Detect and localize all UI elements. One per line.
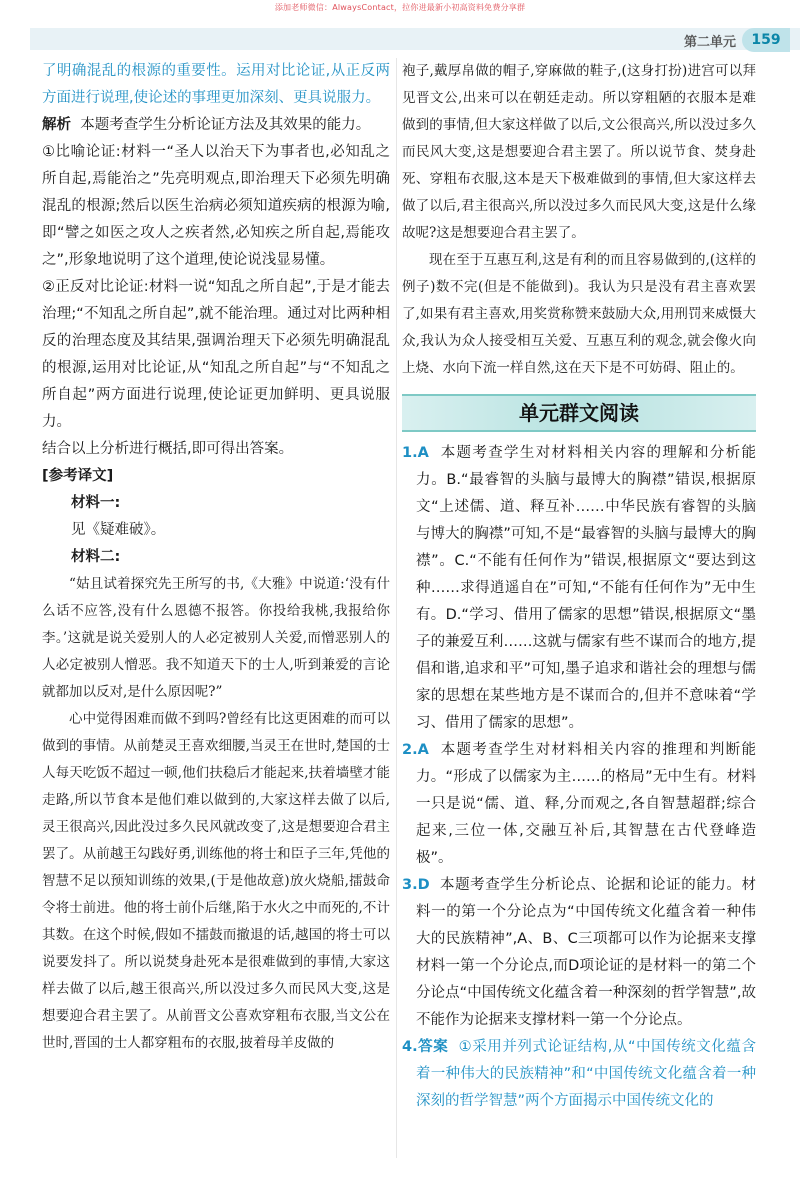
answer-1-text: 本题考查学生对材料相关内容的理解和分析能力。B.“最睿智的头脑与最博大的胸襟”错误,根据原文“上述儒、道、释互补……中华民族有睿智的头脑与博大的胸襟”可知,不是“最睿智的头脑与最博大的胸襟”。C.“不能有任何作为”错误,根据原文“要达到这种……求得逍遥自在”可知,“不能有任何作为”无中生有。D.“学习、借用了儒家的思想”错误,根据原文“墨子的兼爱互利……这就与儒家有些不谋而合的地方,提倡和谐,追求和平”可知,墨子追求和谐社会的理想与儒家的思想在某些地方是不谋而合的,但并不意味着“学习、借用了儒家的思想”。	[416, 445, 757, 731]
answer-2-number: 2.A	[402, 742, 429, 758]
material-2-title: 材料二:	[71, 549, 121, 565]
answer-1-number: 1.A	[402, 445, 429, 461]
unit-label: 第二单元	[683, 35, 736, 50]
material-1-text: 见《疑难破》。	[71, 522, 166, 538]
analysis-point-2: ②正反对比论证:材料一说“知乱之所自起”,于是才能去治理;“不知乱之所自起”,就不能治理。通过对比两种相反的治理态度及其结果,强调治理天下必须先明确混乱的根源,运用对比论证,从“知乱之所自起”与“不知乱之所自起”两方面进行说理,使论证更加鲜明、更具说服力。	[42, 279, 390, 430]
answer-4-text: ①采用并列式论证结构,从“中国传统文化蕴含着一种伟大的民族精神”和“中国传统文化蕴含着一种深刻的哲学智慧”两个方面揭示中国传统文化的	[416, 1039, 756, 1109]
answer-2	[402, 737, 756, 872]
translation-paragraph-4: 现在至于互惠互利,这是有利的而且容易做到的,(这样的例子)数不完(但是不能做到)。我认为只是没有君主喜欢罢了,如果有君主喜欢,用奖赏称赞来鼓励大众,用刑罚来威慑大众,我认为众人接受相互关爱、互惠互利的观念,就会像火向上烧、水向下流一样自然,这在天下是不可妨碍、阻止的。	[402, 252, 756, 376]
answer-4	[402, 1034, 756, 1115]
right-column	[402, 58, 756, 1115]
translation-paragraph-3: 袍子,戴厚帛做的帽子,穿麻做的鞋子,(这身打扮)进宫可以拜见晋文公,出来可以在朝廷走动。所以穿粗陋的衣服本是难做到的事情,但大家这样做了以后,文公很高兴,所以没过多久而民风大变,这是想要迎合君主罢了。所以说节食、焚身赴死、穿粗布衣服,这本是天下极难做到的事情,但大家这样去做了以后,君主很高兴,所以没过多久而民风大变,这是什么缘故呢?这是想要迎合君主罢了。	[402, 63, 756, 241]
analysis-text: 本题考查学生分析论证方法及其效果的能力。	[80, 117, 371, 133]
material-1-title: 材料一:	[71, 495, 121, 511]
answer-3-number: 3.D	[402, 877, 430, 893]
answer-1	[402, 440, 756, 737]
answer-2-text: 本题考查学生对材料相关内容的推理和判断能力。“形成了以儒家为主……的格局”无中生有。材料一只是说“儒、道、释,分而观之,各自智慧超群;综合起来,三位一体,交融互补后,其智慧在古代登峰造极”。	[416, 742, 757, 866]
answer-conclusion: 了明确混乱的根源的重要性。运用对比论证,从正反两方面进行说理,使论述的事理更加深刻、更具说服力。	[42, 63, 390, 106]
analysis-point-1: ①比喻论证:材料一“圣人以治天下为事者也,必知乱之所自起,焉能治之”先亮明观点,即治理天下必须先明确混乱的根源;然后以医生治病必须知道疾病的根源为喻,即“譬之如医之攻人之疾者然,必知疾之所自起,焉能攻之”,形象地说明了这个道理,使论说浅显易懂。	[42, 144, 390, 268]
section-title: 单元群文阅读	[402, 394, 756, 432]
answer-3-text: 本题考查学生分析论点、论据和论证的能力。材料一的第一个分论点为“中国传统文化蕴含着一种伟大的民族精神”,A、B、C三项都可以作为论据来支撑材料一第一个分论点,而D项论证的是材料一的第二个分论点“中国传统文化蕴含着一种深刻的哲学智慧”,故不能作为论据来支撑材料一第一个分论点。	[416, 877, 757, 1028]
answer-3	[402, 872, 756, 1034]
left-column	[42, 58, 390, 1057]
reference-translation-title: [参考译文]	[42, 468, 114, 484]
analysis-label: 解析	[42, 117, 71, 133]
analysis-summary: 结合以上分析进行概括,即可得出答案。	[42, 441, 294, 457]
translation-paragraph-2: 心中觉得困难而做不到吗?曾经有比这更困难的而可以做到的事情。从前楚灵王喜欢细腰,当灵王在世时,楚国的士人每天吃饭不超过一顿,他们扶稳后才能起来,扶着墙壁才能走路,所以节食本是他们难以做到的,大家这样去做了以后,灵王很高兴,因此没过多久民风就改变了,这是想要迎合君主罢了。从前越王勾践好勇,训练他的将士和臣子三年,凭他的智慧不足以预知训练的效果,(于是他故意)放火烧船,擂鼓命令将士前进。他的将士前仆后继,陷于水火之中而死的,不计其数。在这个时候,假如不擂鼓而撤退的话,越国的将士可以说要发抖了。所以说焚身赴死本是很难做到的事情,大家这样去做了以后,越王很高兴,所以没过多久而民风大变,这是想要迎合君主罢了。从前晋文公喜欢穿粗布衣服,当文公在世时,晋国的士人都穿粗布的衣服,披着母羊皮做的	[42, 711, 390, 1051]
translation-paragraph-1: “姑且试着探究先王所写的书,《大雅》中说道:‘没有什么话不应答,没有什么恩德不报答。你投给我桃,我报给你李。’这就是说关爱别人的人必定被别人关爱,而憎恶别人的人必定被别人憎恶。我不知道天下的士人,听到兼爱的言论就都加以反对,是什么原因呢?”	[42, 576, 390, 700]
analysis-paragraph	[42, 112, 390, 139]
answer-4-number: 4.答案	[402, 1039, 449, 1055]
page-number: 159	[742, 28, 790, 52]
watermark-text: 添加老师微信：AlwaysContact，拉你进最新小初高资料免费分享群	[274, 3, 526, 12]
column-divider	[396, 58, 397, 1158]
